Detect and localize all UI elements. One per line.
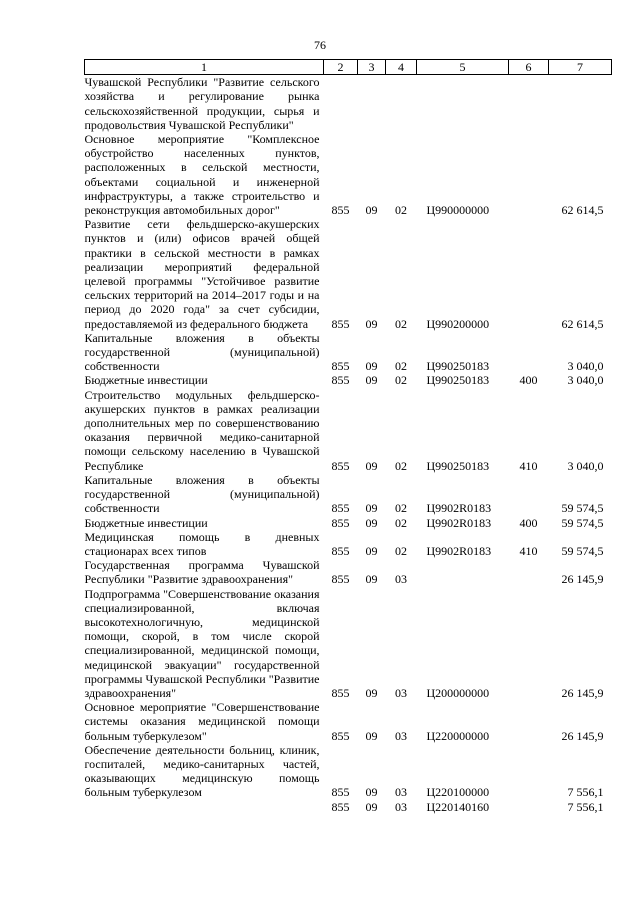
table-row [85,800,612,814]
row-name: Бюджетные инвестиции [84,515,208,530]
row-name: Основное мероприятие "Комплексное обустройство населенных пунктов, расположенных в сельской местности, объектами социальной и инженерной инфраструктуры, а также строительство и реконструкция автомобильных дорог" [84,132,320,218]
row-expense-type: 410 [519,458,538,473]
row-target-article [417,558,509,586]
col-header-1: 1 [85,60,324,75]
row-subsection: 02 [395,373,407,388]
row-section: 09 [365,728,378,743]
row-code-ministry: 855 [331,316,350,331]
col-header-4: 4 [386,60,417,75]
row-section: 09 [365,359,378,374]
row-expense-type [509,473,549,516]
row-name: Капитальные вложения в объекты государственной (муниципальной) собственности [84,472,320,516]
row-name: Бюджетные инвестиции [84,373,208,388]
row-expense-type: 400 [519,373,538,388]
row-amount: 26 145,9 [561,728,604,743]
row-target-article: Ц9902R0183 [426,515,492,530]
row-name: Строительство модульных фельдшерско-акушерских пунктов в рамках реализации дополнительных мер по совершенствованию оказания первичной медико-санитарной помощи сельскому населению в Чувашской Республике [84,387,320,473]
header-row [85,60,612,75]
row-section: 09 [365,799,378,814]
row-expense-type: 400 [519,515,538,530]
row-expense-type [509,800,549,814]
table-row [85,743,612,800]
row-name: Подпрограмма "Совершенствование оказания специализированной, включая высокотехнологичную, медицинской помощи, скорой, в том числе скорой специализированной, медицинской помощи, медицинской эвакуации" государственной программы Чувашской Республики "Развитие здравоохранения" [84,586,320,700]
row-target-article: Ц220100000 [426,785,490,800]
row-amount [549,75,612,132]
row-amount: 3 040,0 [567,373,604,388]
row-expense-type [509,217,549,331]
row-name [85,800,324,814]
row-subsection: 02 [395,316,407,331]
row-amount: 3 040,0 [567,458,604,473]
row-subsection: 02 [395,458,407,473]
row-subsection: 02 [395,501,407,516]
row-expense-type [509,700,549,743]
row-amount: 59 574,5 [561,515,604,530]
row-section: 09 [365,543,378,558]
budget-table [84,59,612,814]
row-target-article: Ц990250183 [426,359,490,374]
row-target-article: Ц9902R0183 [426,501,492,516]
row-amount: 59 574,5 [561,543,604,558]
row-section [358,75,386,132]
row-amount: 3 040,0 [567,359,604,374]
row-expense-type [509,331,549,374]
table-row [85,700,612,743]
row-code-ministry: 855 [331,799,350,814]
row-target-article: Ц990250183 [426,373,490,388]
row-subsection: 02 [395,543,407,558]
row-name: Медицинская помощь в дневных стационарах всех типов [84,529,320,558]
table-row [85,132,612,217]
row-subsection: 03 [395,785,407,800]
col-header-5: 5 [417,60,509,75]
row-code-ministry: 855 [331,359,350,374]
row-code-ministry: 855 [331,685,350,700]
row-code-ministry: 855 [331,203,350,218]
table-row [85,331,612,374]
row-amount: 59 574,5 [561,501,604,516]
row-expense-type [509,558,549,586]
table-row [85,75,612,132]
col-header-7: 7 [549,60,612,75]
table-row [85,558,612,586]
row-code-ministry: 855 [331,501,350,516]
row-subsection: 03 [395,572,407,587]
table-row [85,373,612,387]
row-expense-type: 410 [519,543,538,558]
row-expense-type [509,587,549,701]
col-header-2: 2 [324,60,358,75]
row-expense-type [509,75,549,132]
row-section: 09 [365,572,378,587]
row-subsection [386,75,417,132]
row-section: 09 [365,458,378,473]
row-amount: 7 556,1 [567,799,604,814]
row-subsection: 03 [395,728,407,743]
row-name: Государственная программа Чувашской Республики "Развитие здравоохранения" [84,558,320,587]
table-row [85,516,612,530]
row-code-ministry [324,75,358,132]
table-row [85,587,612,701]
table-row [85,530,612,558]
row-target-article: Ц990250183 [426,458,490,473]
row-subsection: 02 [395,515,407,530]
row-section: 09 [365,685,378,700]
row-name: Обеспечение деятельности больниц, клиник, госпиталей, медико-санитарных частей, оказывающих медицинскую помощь больным туберкулезом [84,742,320,800]
row-expense-type [509,743,549,800]
row-amount: 26 145,9 [561,572,604,587]
row-amount: 62 614,5 [561,203,604,218]
row-code-ministry: 855 [331,515,350,530]
row-subsection: 03 [395,685,407,700]
row-expense-type [509,132,549,217]
row-name: Чувашской Республики "Развитие сельского хозяйства и регулирование рынка сельскохозяйственной продукции, сырья и продовольствия Чувашской Республики" [84,75,320,132]
row-code-ministry: 855 [331,572,350,587]
table-row [85,217,612,331]
row-target-article: Ц220140160 [426,799,490,814]
row-code-ministry: 855 [331,728,350,743]
row-code-ministry: 855 [331,785,350,800]
row-section: 09 [365,373,378,388]
row-name: Развитие сети фельдшерско-акушерских пунктов и (или) офисов врачей общей практики в сельской местности в рамках реализации мероприятий федеральной целевой программы "Устойчивое развитие сельских территорий на 2014–2017 годы и на период до 2020 года" за счет субсидии, предоставляемой из федерального бюджета [84,217,320,331]
table-row [85,388,612,473]
row-code-ministry: 855 [331,373,350,388]
col-header-3: 3 [358,60,386,75]
row-subsection: 03 [395,799,407,814]
row-target-article [417,75,509,132]
row-subsection: 02 [395,359,407,374]
row-target-article: Ц990000000 [426,203,490,218]
row-section: 09 [365,785,378,800]
row-target-article: Ц220000000 [426,728,490,743]
row-section: 09 [365,501,378,516]
row-target-article: Ц9902R0183 [426,543,492,558]
row-section: 09 [365,515,378,530]
row-name: Капитальные вложения в объекты государственной (муниципальной) собственности [84,330,320,374]
table-row [85,473,612,516]
row-code-ministry: 855 [331,458,350,473]
row-code-ministry: 855 [331,543,350,558]
row-section: 09 [365,316,378,331]
row-section: 09 [365,203,378,218]
page-number: 76 [314,38,326,52]
row-amount: 26 145,9 [561,685,604,700]
row-amount: 7 556,1 [567,785,604,800]
row-target-article: Ц200000000 [426,685,490,700]
row-amount: 62 614,5 [561,316,604,331]
row-target-article: Ц990200000 [426,316,490,331]
row-subsection: 02 [395,203,407,218]
col-header-6: 6 [509,60,549,75]
row-name: Основное мероприятие "Совершенствование системы оказания медицинской помощи больным туберкулезом" [84,700,320,743]
